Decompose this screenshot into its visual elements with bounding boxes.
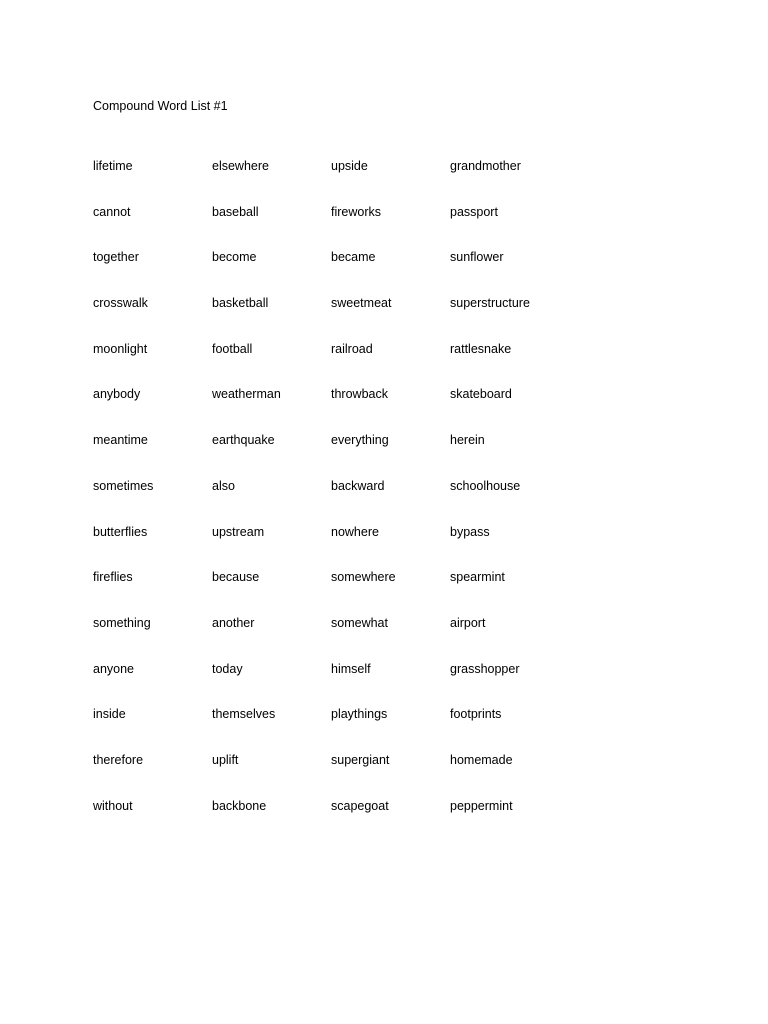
word-list-item: therefore [93,752,144,767]
word-list-item: peppermint [450,798,513,813]
word-list-item: spearmint [450,570,505,585]
word-list-item: somewhere [331,570,396,585]
word-list-item: basketball [212,296,269,311]
word-list-item: supergiant [331,752,390,767]
word-list-item: schoolhouse [450,478,521,493]
word-list-item: somewhat [331,615,388,630]
word-list-item: football [212,341,253,356]
word-list-item: inside [93,707,126,722]
word-list-item: nowhere [331,524,379,539]
word-list-item: lifetime [93,159,133,173]
word-list-item: sometimes [93,478,154,493]
word-list-item: butterflies [93,524,148,539]
word-list-item: without [93,798,133,813]
word-list-item: throwback [331,387,388,402]
word-list-item: homemade [450,752,513,767]
word-list-item: themselves [212,707,276,722]
word-list-item: sunflower [450,250,504,265]
document-title: Compound Word List #1 [93,99,228,113]
word-list-item: because [212,570,260,585]
word-list-item: backbone [212,798,267,813]
word-list-item: scapegoat [331,798,389,813]
word-list-item: become [212,250,257,265]
word-list-item: bypass [450,524,490,539]
word-list-item: fireworks [331,204,382,219]
word-list-item: uplift [212,752,239,767]
word-list-item: today [212,661,243,676]
word-list-item: fireflies [93,570,133,585]
word-list-item: herein [450,433,485,448]
word-list-item: grasshopper [450,661,520,676]
word-list-item: backward [331,478,385,493]
word-list-item: railroad [331,341,373,356]
word-list-item: superstructure [450,296,530,311]
word-list-item: weatherman [212,387,281,402]
word-list-item: elsewhere [212,159,269,173]
word-list-item: skateboard [450,387,512,402]
word-list-grid [93,158,569,843]
word-list-item: also [212,478,235,493]
word-list-item: sweetmeat [331,296,392,311]
word-list-item: together [93,250,139,265]
word-list-item: playthings [331,707,388,722]
word-list-item: something [93,615,151,630]
word-list-item: upstream [212,524,265,539]
word-list-item: cannot [93,204,131,219]
word-list-item: everything [331,433,389,448]
word-list-item: airport [450,615,486,630]
word-list-item: anybody [93,387,141,402]
word-list-item: another [212,615,255,630]
word-list-item: became [331,250,376,265]
word-list-item: upside [331,159,368,173]
word-list-item: meantime [93,433,148,448]
word-list-item: footprints [450,707,502,722]
word-list-item: himself [331,661,371,676]
word-list-item: passport [450,204,498,219]
word-list-item: baseball [212,204,259,219]
word-list-item: earthquake [212,433,275,448]
word-list-item: rattlesnake [450,341,512,356]
word-list-item: anyone [93,661,135,676]
word-list-item: grandmother [450,159,521,173]
word-list-item: crosswalk [93,296,148,311]
word-list-item: moonlight [93,341,148,356]
